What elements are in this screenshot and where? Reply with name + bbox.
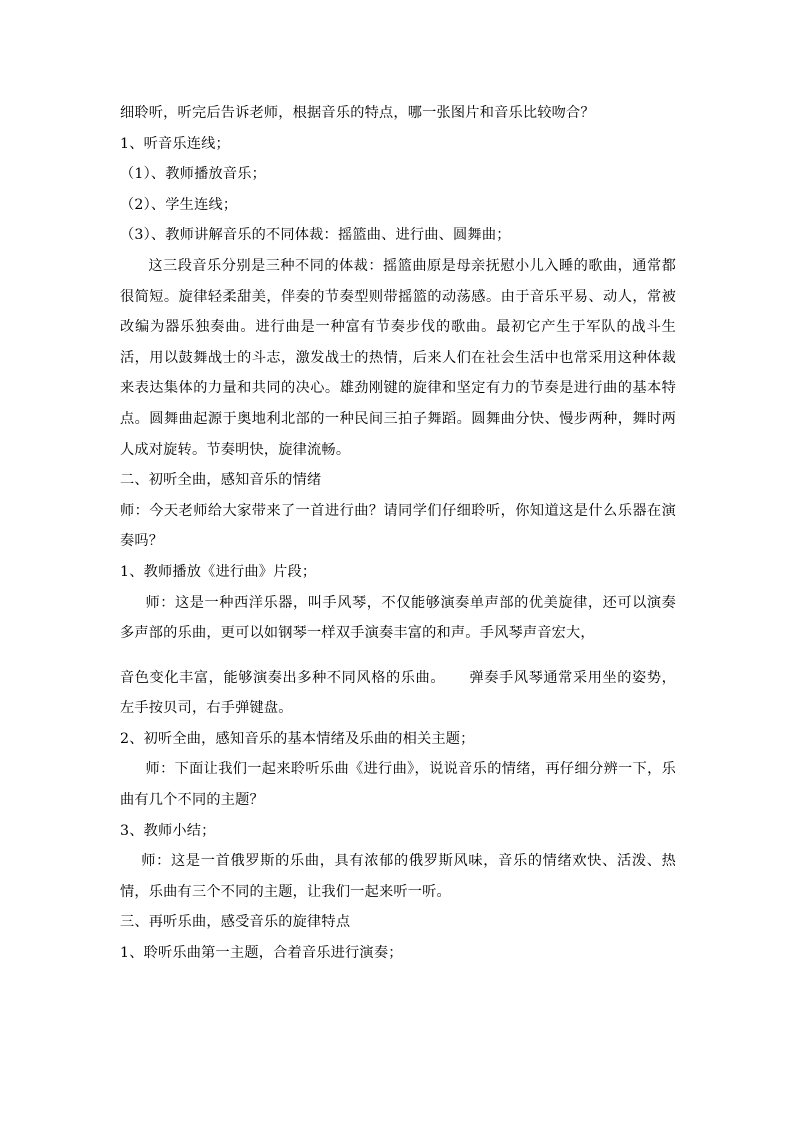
section-heading: 三、再听乐曲，感受音乐的旋律特点: [120, 914, 351, 931]
section-heading: 二、初听全曲，感知音乐的情绪: [120, 472, 322, 489]
paragraph-summary: 师：这是一首俄罗斯的乐曲，具有浓郁的俄罗斯风味，音乐的情绪欢快、活泼、热情，乐曲有三个不同的主题，让我们一起来听一听。: [120, 853, 676, 900]
list-item: 3、教师小结；: [120, 822, 216, 839]
list-item: 1、聆听乐曲第一主题，合着音乐进行演奏；: [120, 945, 403, 962]
text-line: 细聆听，听完后告诉老师，根据音乐的特点，哪一张图片和音乐比较吻合？: [120, 105, 595, 121]
list-item: （1）、教师播放音乐；: [120, 166, 267, 183]
accordion-posture-text: 弹奏手风琴通常采用坐的姿势，左手按贝司，右手弹键盘。: [120, 669, 676, 717]
list-item: 1、听音乐连线；: [120, 135, 230, 152]
paragraph-accordion-cont: [120, 663, 676, 724]
list-item: 1、教师播放《进行曲》片段；: [120, 563, 317, 580]
accordion-tone-text: 音色变化丰富，能够演奏出多种不同风格的乐曲。: [120, 669, 446, 686]
document-body: [120, 98, 676, 969]
list-item: （2）、学生连线；: [120, 196, 238, 213]
paragraph-listen: 师：下面让我们一起来聆听乐曲《进行曲》，说说音乐的情绪，再仔细分辨一下，乐曲有几个不同的主题？: [120, 761, 676, 809]
list-item: （3）、教师讲解音乐的不同体裁：摇篮曲、进行曲、圆舞曲；: [120, 227, 511, 244]
paragraph-accordion: 师：这是一种西洋乐器，叫手风琴，不仅能够演奏单声部的优美旋律，还可以演奏多声部的乐曲，更可以如钢琴一样双手演奏丰富的和声。手风琴声音宏大，: [120, 594, 676, 642]
list-item: 2、初听全曲，感知音乐的基本情绪及乐曲的相关主题；: [120, 730, 475, 747]
paragraph-genres: 这三段音乐分别是三种不同的体裁：摇篮曲原是母亲抚慰小儿入睡的歌曲，通常都很简短。旋律轻柔甜美，伴奏的节奏型则带摇篮的动荡感。由于音乐平易、动人，常被改编为器乐独奏曲。进行曲是一种富有节奏步伐的歌曲。最初它产生于军队的战斗生活，用以鼓舞战士的斗志，激发战士的热情，后来人们在社会生活中也常采用这种体裁来表达集体的力量和共同的决心。雄劲刚键的旋律和坚定有力的节奏是进行曲的基本特点。圆舞曲起源于奥地利北部的一种民间三拍子舞蹈。圆舞曲分快、慢步两种，舞时两人成对旋转。节奏明快，旋律流畅。: [120, 257, 676, 458]
paragraph-teacher-intro: 师：今天老师给大家带来了一首进行曲？请同学们仔细聆听，你知道这是什么乐器在演奏吗？: [120, 502, 676, 550]
